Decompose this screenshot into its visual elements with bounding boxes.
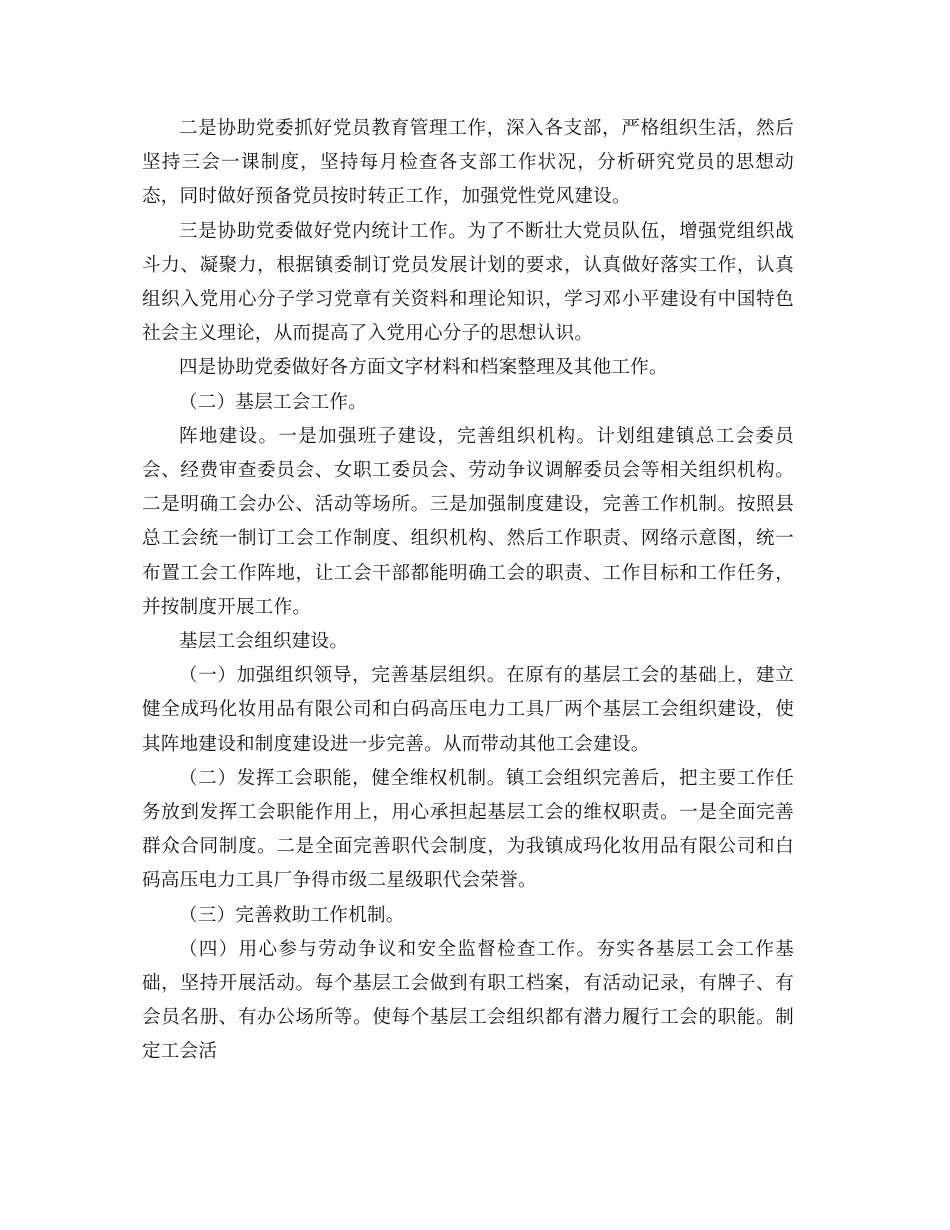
section-heading-grassroots-union: （二）基层工会工作。	[179, 391, 368, 413]
paragraph-organization-leadership: （一）加强组织领导，完善基层组织。在原有的基层工会的基础上，建立健全成玛化妆用品有限公司和白码高压电力工具厂两个基层工会组织建设，使其阵地建设和制度建设进一步完善。从而带动其他工会建设。	[142, 665, 794, 755]
paragraph-position-building: 阵地建设。一是加强班子建设，完善组织机构。计划组建镇总工会委员会、经费审查委员会、女职工委员会、劳动争议调解委员会等相关组织机构。二是明确工会办公、活动等场所。三是加强制度建设，完善工作机制。按照县总工会统一制订工会工作制度、组织机构、然后工作职责、网络示意图，统一布置工会工作阵地，让工会干部都能明确工会的职责、工作目标和工作任务，并按制度开展工作。	[142, 425, 794, 618]
paragraph-labor-disputes: （四）用心参与劳动争议和安全监督检查工作。夯实各基层工会工作基础，坚持开展活动。每个基层工会做到有职工档案，有活动记录，有牌子、有会员名册、有办公场所等。使每个基层工会组织都有潜力履行工会的职能。制定工会活	[142, 938, 794, 1063]
document-page	[142, 112, 794, 1070]
paragraph-relief-mechanism: （三）完善救助工作机制。	[179, 904, 405, 926]
paragraph-party-statistics: 三是协助党委做好党内统计工作。为了不断壮大党员队伍，增强党组织战斗力、凝聚力，根据镇委制订党员发展计划的要求，认真做好落实工作，认真组织入党用心分子学习党章有关资料和理论知识，学习邓小平建设有中国特色社会主义理论，从而提高了入党用心分子的思想认识。	[142, 220, 794, 345]
subheading-union-organization: 基层工会组织建设。	[179, 631, 349, 653]
paragraph-party-education: 二是协助党委抓好党员教育管理工作，深入各支部，严格组织生活，然后坚持三会一课制度，坚持每月检查各支部工作状况，分析研究党员的思想动态，同时做好预备党员按时转正工作，加强党性党风建设。	[142, 118, 794, 208]
paragraph-documents-archives: 四是协助党委做好各方面文字材料和档案整理及其他工作。	[179, 357, 668, 379]
paragraph-union-functions: （二）发挥工会职能，健全维权机制。镇工会组织完善后，把主要工作任务放到发挥工会职能作用上，用心承担起基层工会的维权职责。一是全面完善群众合同制度。二是全面完善职代会制度，为我镇成玛化妆用品有限公司和白码高压电力工具厂争得市级二星级职代会荣誉。	[142, 767, 794, 892]
